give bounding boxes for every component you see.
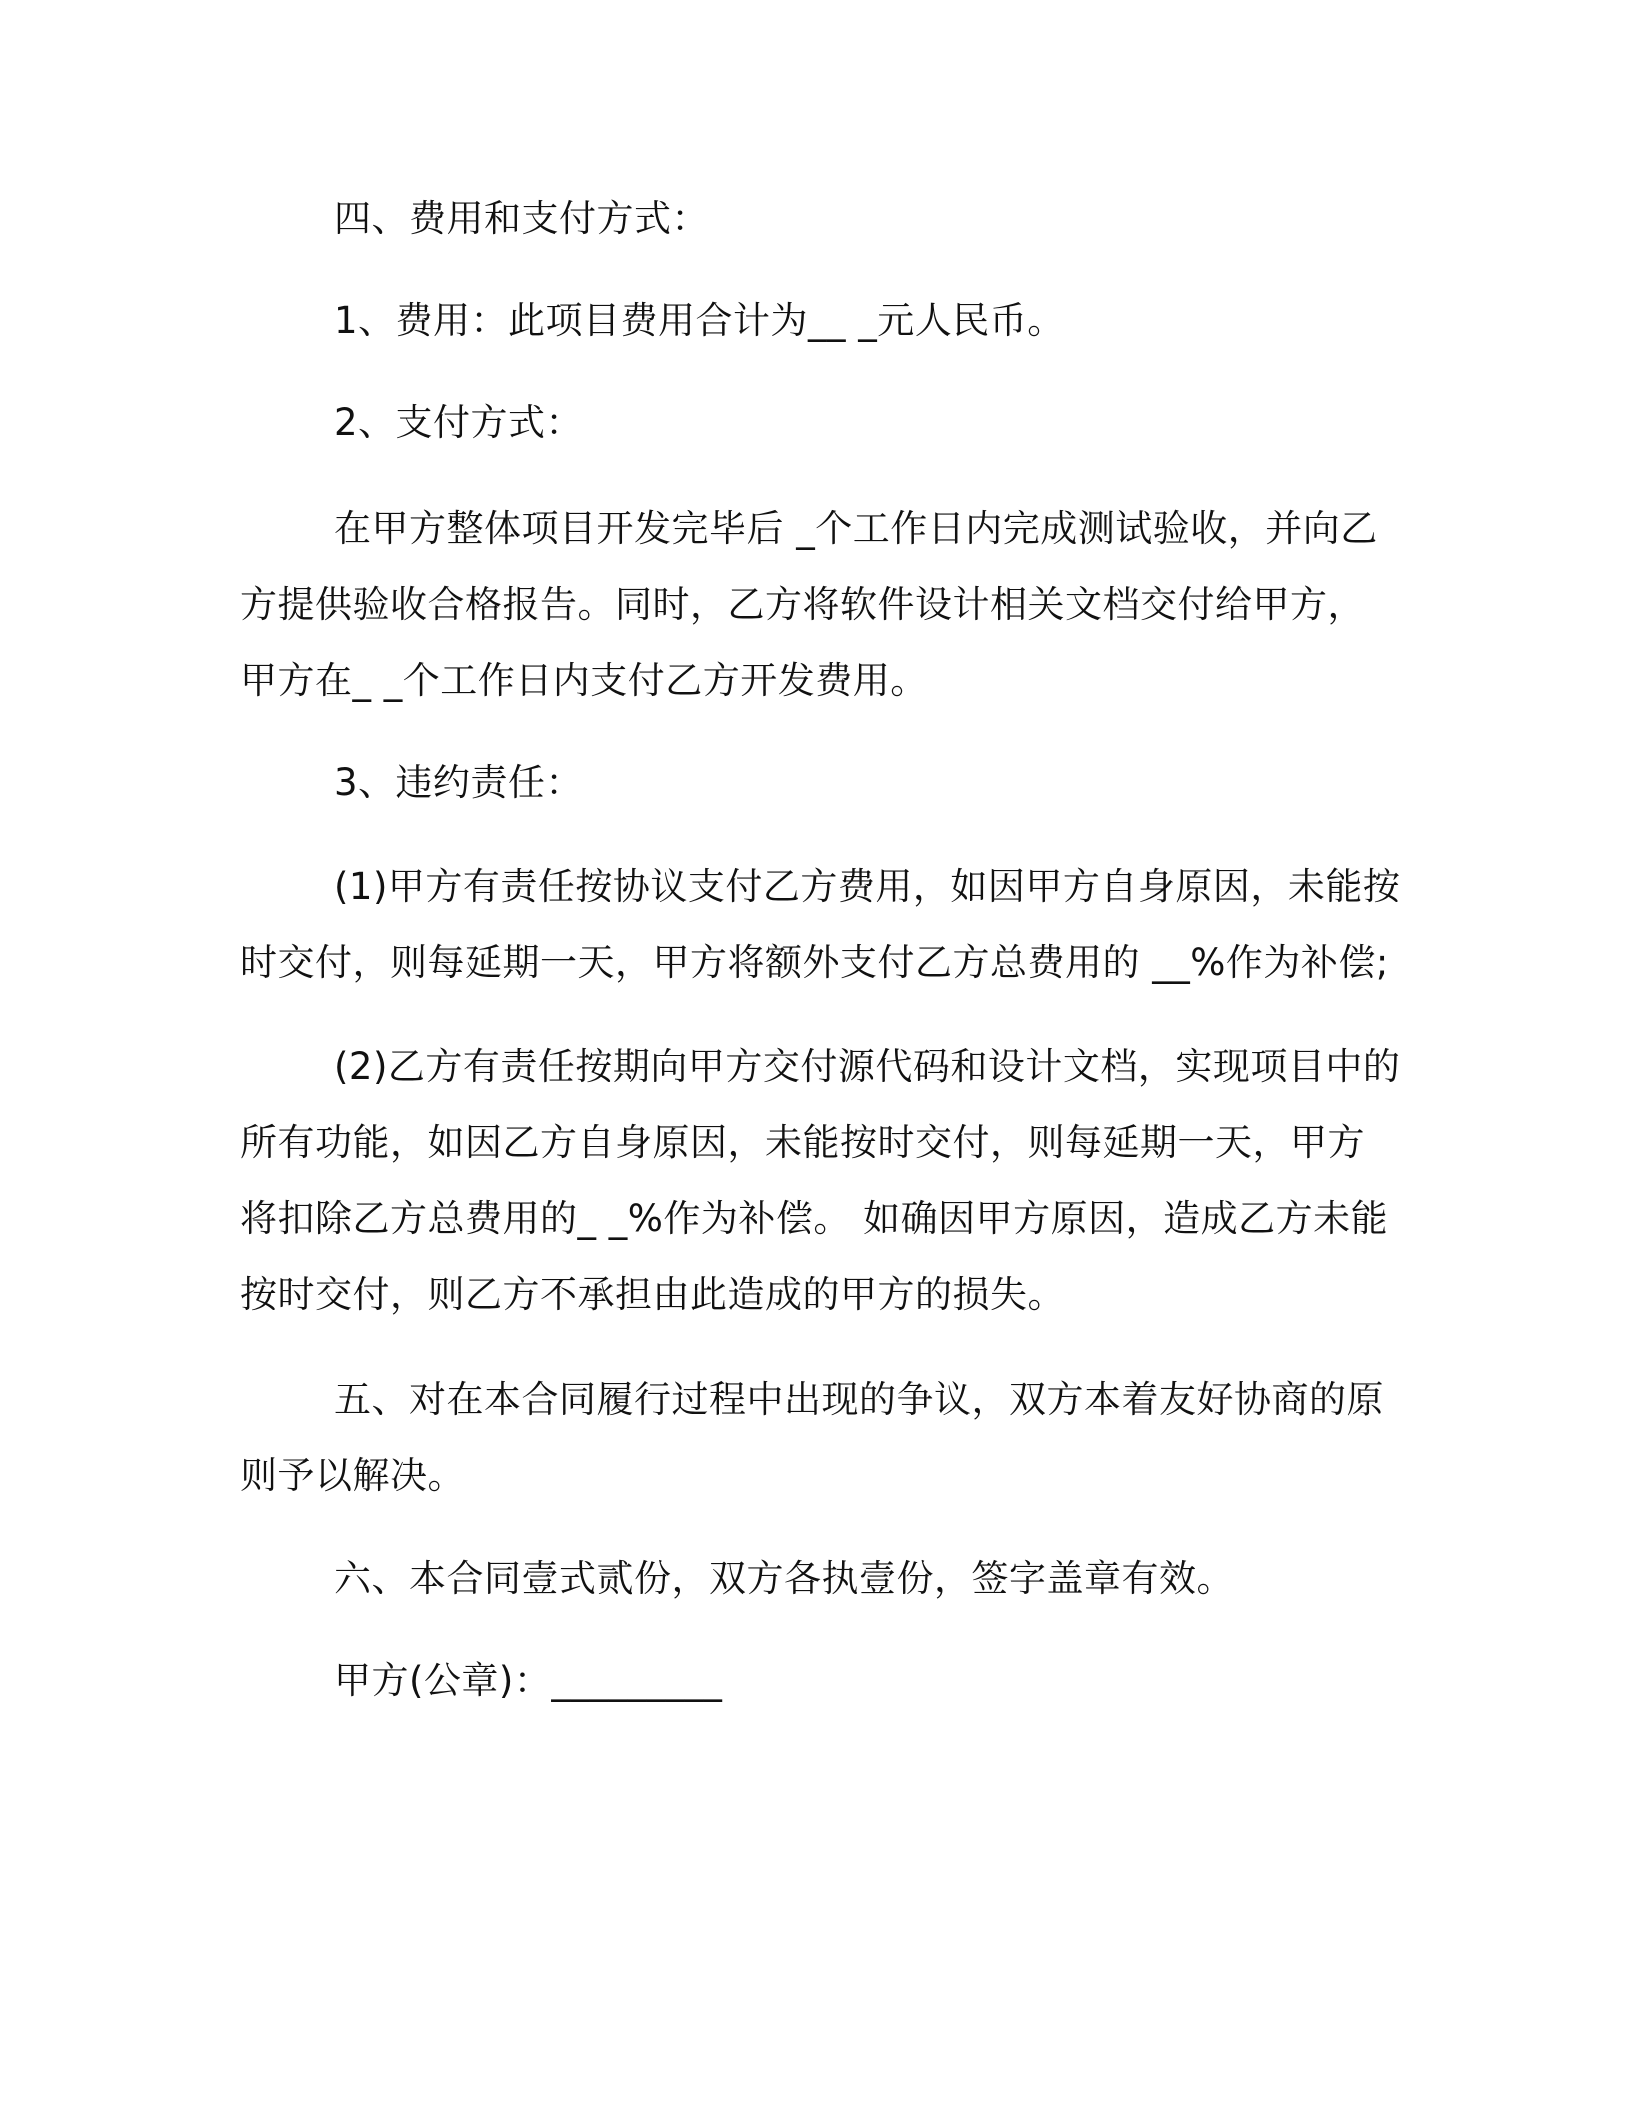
breach-heading: 3、违约责任：: [334, 761, 584, 804]
breach-item-1-line-1: (1)甲方有责任按协议支付乙方费用，如因甲方自身原因，未能按: [334, 865, 1401, 908]
section-5-line-1: 五、对在本合同履行过程中出现的争议，双方本着友好协商的原: [334, 1378, 1384, 1421]
payment-method-heading: 2、支付方式：: [334, 401, 584, 444]
breach-item-2-line-4: 按时交付，则乙方不承担由此造成的甲方的损失。: [240, 1273, 1065, 1316]
breach-item-2-line-2: 所有功能，如因乙方自身原因，未能按时交付，则每延期一天，甲方: [240, 1121, 1365, 1164]
breach-item-2-line-3: 将扣除乙方总费用的_ _%作为补偿。 如确因甲方原因，造成乙方未能: [240, 1197, 1389, 1240]
fee-clause: 1、费用：此项目费用合计为__ _元人民币。: [334, 299, 1065, 342]
section-4-heading: 四、费用和支付方式：: [334, 197, 709, 240]
payment-paragraph-line-1: 在甲方整体项目开发完毕后 _个工作日内完成测试验收，并向乙: [334, 507, 1378, 550]
breach-item-2-line-1: (2)乙方有责任按期向甲方交付源代码和设计文档，实现项目中的: [334, 1045, 1401, 1088]
payment-paragraph-line-2: 方提供验收合格报告。同时，乙方将软件设计相关文档交付给甲方，: [240, 583, 1365, 626]
payment-paragraph-line-3: 甲方在_ _个工作日内支付乙方开发费用。: [240, 659, 928, 702]
section-5-line-2: 则予以解决。: [240, 1454, 465, 1497]
breach-item-1-line-2: 时交付，则每延期一天，甲方将额外支付乙方总费用的 __%作为补偿;: [240, 941, 1389, 984]
section-6: 六、本合同壹式贰份，双方各执壹份，签字盖章有效。: [334, 1557, 1234, 1600]
party-a-seal-line: 甲方(公章)：_________: [334, 1659, 723, 1702]
